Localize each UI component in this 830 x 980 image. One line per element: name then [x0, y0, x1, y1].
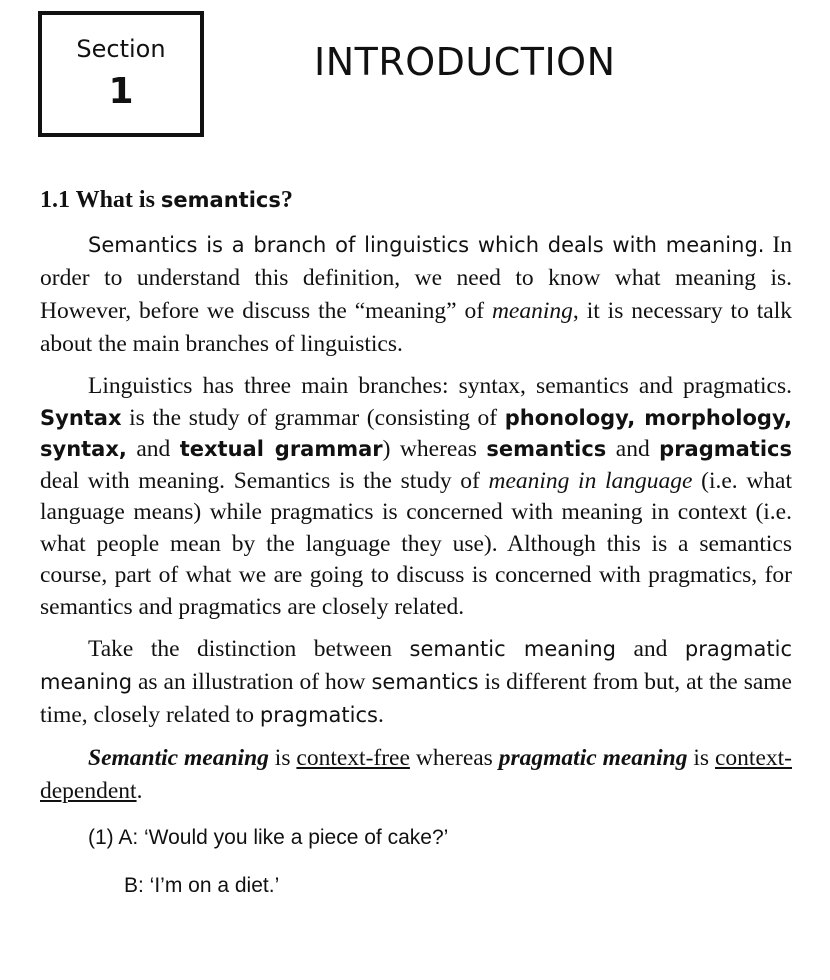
paragraph-text: is the study of grammar (consisting of	[121, 404, 505, 431]
heading-prefix: 1.1 What is	[40, 187, 155, 213]
paragraph-text: deal with meaning. Semantics is the study of	[40, 467, 489, 494]
example-dialogue	[40, 822, 792, 902]
paragraph-4	[40, 742, 792, 808]
paragraph-text: and	[615, 636, 685, 662]
section-heading	[40, 183, 792, 217]
paragraph-text: is different from but, at the same time, closely related to	[40, 669, 792, 728]
paragraph-1	[40, 229, 792, 361]
section-number: 1	[108, 71, 134, 112]
term-semantic-meaning: semantic meaning	[409, 637, 616, 661]
paragraph-text: .	[136, 778, 143, 804]
paragraph-text: .	[377, 702, 384, 728]
paragraph-text: and	[606, 436, 660, 462]
chapter-title: INTRODUCTION	[314, 40, 616, 84]
paragraph-text: Take the distinction between	[88, 636, 410, 662]
term-semantics: semantics	[371, 670, 479, 694]
paragraph-text: (i.e. what language means) while pragmatics is concerned with meaning in context (i.e. what people mean by the language they use). Although this is a semantics course, part of what we are going to discuss is concerned with pragmatics, for semantics and pragmatics are closely related.	[40, 467, 793, 620]
section-label: Section	[76, 35, 166, 63]
paragraph-text: as an illustration of how	[132, 669, 372, 695]
heading-term: semantics	[160, 188, 281, 212]
heading-suffix: ?	[280, 187, 293, 213]
underlined-term: context-dependent	[40, 745, 792, 804]
term-pragmatic-meaning: pragmatic meaning	[498, 745, 688, 771]
term-syntax: Syntax	[40, 405, 122, 430]
paragraph-text: and	[126, 436, 180, 462]
paragraph-3	[40, 633, 792, 732]
example-line-b: B: ‘I’m on a diet.’	[124, 874, 280, 897]
paragraph-text: is	[268, 745, 297, 771]
term-list: phonology, morphology, syntax,	[40, 405, 793, 461]
term-semantics: semantics	[486, 437, 607, 461]
paragraph-text: ) whereas	[382, 436, 487, 462]
term-pragmatics: pragmatics	[259, 703, 378, 727]
section-box	[38, 11, 204, 137]
paragraph-text: , it is necessary to talk about the main branches of linguistics.	[40, 298, 793, 357]
emphasis: meaning in language	[488, 467, 693, 494]
underlined-term: context-free	[296, 745, 410, 771]
term-textual-grammar: textual grammar	[179, 437, 383, 461]
example-line-a: (1) A: ‘Would you like a piece of cake?’	[88, 826, 449, 849]
emphasis: meaning	[491, 298, 573, 324]
term-pragmatic-meaning: pragmatic meaning	[40, 637, 792, 694]
paragraph-text: is	[687, 745, 715, 771]
paragraph-text: whereas	[409, 745, 499, 771]
paragraph-text: Linguistics has three main branches: syntax, semantics and pragmatics.	[88, 373, 792, 399]
definition-sentence: Semantics is a branch of linguistics which deals with meaning.	[88, 233, 765, 257]
term-pragmatics: pragmatics	[659, 437, 792, 461]
paragraph-text: In order to understand this definition, we need to know what meaning is. However, before we discuss the “meaning” of	[40, 232, 792, 324]
page-body	[40, 183, 792, 902]
term-semantic-meaning: Semantic meaning	[88, 745, 269, 771]
paragraph-2	[40, 371, 792, 623]
